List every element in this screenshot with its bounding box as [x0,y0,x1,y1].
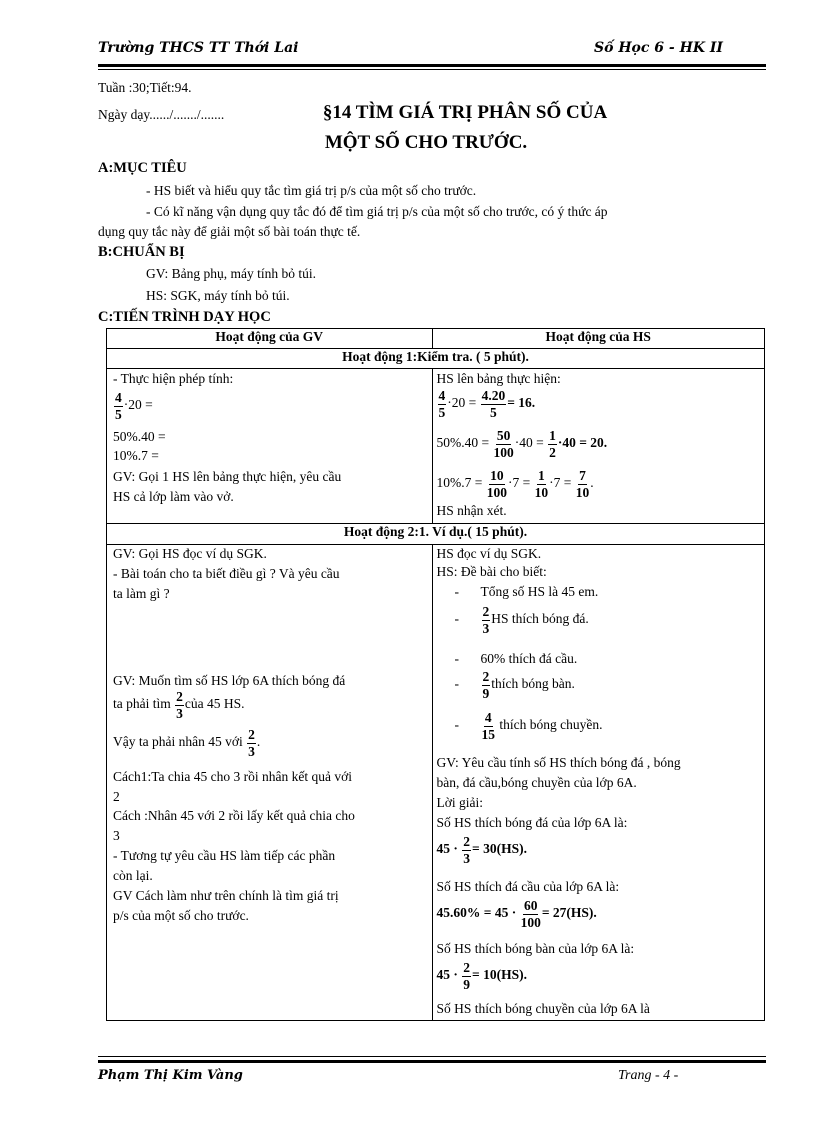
gv2-find-fraction: ta phải tìm $\frac{2}{3}$ của 45 HS. [113,689,245,721]
hs2-line: HS: Đề bài cho biết: [436,564,547,579]
gv2-line: còn lại. [113,868,153,883]
section-c-heading: C:TIẾN TRÌNH DẠY HỌC [98,309,271,325]
fraction: $\frac{2}{3}$ [248,727,255,759]
hs-intro: HS lên bảng thực hiện: [436,371,561,386]
prep-teacher: GV: Bảng phụ, máy tính bỏ túi. [146,266,316,281]
hs2-line: HS đọc ví dụ SGK. [436,546,542,561]
header-rule-thin [98,69,766,70]
gv-expr-3: 10%.7 = [113,448,159,463]
objective-2a: - Có kĩ năng vận dụng quy tắc đó để tìm giá trị p/s của một số cho trước, có ý thức áp [146,204,608,219]
hs2-solution-3: 45 · $\frac{2}{9}$ = 10(HS). [436,960,527,992]
gv2-line: Cách :Nhân 45 với 2 rồi lấy kết quả chia cho [113,808,355,823]
hs2-solution-1: 45 · $\frac{2}{3}$ = 30(HS). [436,834,527,866]
hs2-solution-2: 45.60% = 45 · $\frac{60}{100}$ = 27(HS). [436,898,597,930]
lesson-title-line2: MỘT SỐ CHO TRƯỚC. [324,132,528,153]
gv-expr-2: 50%.40 = [113,429,166,444]
gv2-line: GV Cách làm như trên chính là tìm giá trị [113,888,339,903]
lesson-title-line1: §14 TÌM GIÁ TRỊ PHÂN SỐ CỦA [322,102,608,123]
objective-1: - HS biết và hiểu quy tắc tìm giá trị p/s của một số cho trước. [146,183,477,198]
prep-student: HS: SGK, máy tính bỏ túi. [146,288,290,303]
fraction: $\frac{2}{3}$ [482,604,490,636]
gv2-line: GV: Muốn tìm số HS lớp 6A thích bóng đá [113,673,346,688]
fraction: $\frac{7}{10}$ [575,468,590,500]
hs2-line: Số HS thích bóng đá của lớp 6A là: [436,815,628,830]
fraction: $\frac{1}{10}$ [534,468,549,500]
col-header-hs: Hoạt động của HS [432,329,765,349]
section-a-heading: A:MỤC TIÊU [98,160,187,176]
hs-expr-3: 10%.7 = $\frac{10}{100}$ ·7 = $\frac{1}{10}$ ·7 = $\frac{7}{10}$ . [436,468,594,500]
hs-comment: HS nhận xét. [436,503,507,518]
header-rule-thick [98,64,766,67]
footer-rule-thin [98,1056,766,1057]
page-number: Trang - 4 - [618,1068,679,1083]
subject-name: Số Học 6 - HK II [594,40,723,56]
teaching-date: Ngày dạy....../......./....... [98,107,225,122]
fraction: $\frac{2}{9}$ [463,960,471,992]
gv2-line: Cách1:Ta chia 45 cho 3 rồi nhân kết quả với [113,769,352,784]
gv2-multiply: Vậy ta phải nhân 45 với $\frac{2}{3}$ . [113,727,261,759]
hs2-bullet: - 60% thích đá cầu. [454,651,578,666]
footer-rule-thick [98,1060,766,1063]
gv-call-1: GV: Gọi 1 HS lên bảng thực hiện, yêu cầu [113,469,342,484]
section-b-heading: B:CHUẨN BỊ [98,244,185,260]
hs2-line: bàn, đá cầu,bóng chuyền của lớp 6A. [436,775,637,790]
hs2-line: Số HS thích bóng bàn của lớp 6A là: [436,941,635,956]
col-header-gv: Hoạt động của GV [107,329,433,349]
activity-table [106,328,765,1021]
hs2-line: Số HS thích bóng chuyền của lớp 6A là [436,1001,650,1016]
activity-2-title: Hoạt động 2:1. Ví dụ.( 15 phút). [107,524,765,545]
gv-expr-1: $\frac{4}{5}$ ·20 = [115,390,153,422]
gv2-line: GV: Gọi HS đọc ví dụ SGK. [113,546,267,561]
hs-expr-2: 50%.40 = $\frac{50}{100}$ ·40 = $\frac{1}{2}$ ·40 = 20. [436,428,608,460]
objective-2b: dụng quy tắc này để giải một số bài toán thực tế. [98,224,361,239]
fraction: $\frac{1}{2}$ [549,428,556,460]
fraction: $\frac{4}{5}$ [438,388,446,420]
hs2-bullet: - $\frac{2}{9}$ thích bóng bàn. [454,669,575,701]
gv2-line: - Bài toán cho ta biết điều gì ? Và yêu cầu [113,566,340,581]
author-name: Phạm Thị Kim Vàng [98,1068,243,1083]
hs2-bullet: - $\frac{2}{3}$ HS thích bóng đá. [454,604,589,636]
fraction: $\frac{2}{9}$ [482,669,490,701]
fraction: $\frac{2}{3}$ [176,689,183,721]
gv2-line: ta làm gì ? [113,586,170,601]
gv2-line: - Tương tự yêu cầu HS làm tiếp các phần [113,848,336,863]
hs2-line: Lời giải: [436,795,484,810]
fraction: $\frac{2}{3}$ [463,834,471,866]
activity-1-title: Hoạt động 1:Kiểm tra. ( 5 phút). [107,349,765,369]
fraction: $\frac{60}{100}$ [520,898,541,930]
fraction: $\frac{4}{5}$ [115,390,122,422]
gv2-line: 2 [113,789,120,804]
fraction: $\frac{4}{15}$ [481,710,495,742]
gv-call-2: HS cả lớp làm vào vở. [113,489,234,504]
fraction: $\frac{4.20}{5}$ [481,388,506,420]
week-lesson: Tuần :30;Tiết:94. [98,80,192,95]
hs2-bullet: - Tổng số HS là 45 em. [454,584,599,599]
school-name: Trường THCS TT Thới Lai [98,40,299,56]
gv2-line: p/s của một số cho trước. [113,908,249,923]
gv-instruction: - Thực hiện phép tính: [113,371,234,386]
gv2-line: 3 [113,828,120,843]
fraction: $\frac{50}{100}$ [493,428,514,460]
hs2-line: GV: Yêu cầu tính số HS thích bóng đá , bóng [436,755,681,770]
fraction: $\frac{10}{100}$ [486,468,507,500]
hs-expr-1: $\frac{4}{5}$ ·20 = $\frac{4.20}{5}$ = 16. [438,388,536,420]
hs2-bullet: - $\frac{4}{15}$ thích bóng chuyền. [454,710,603,742]
hs2-line: Số HS thích đá cầu của lớp 6A là: [436,879,620,894]
